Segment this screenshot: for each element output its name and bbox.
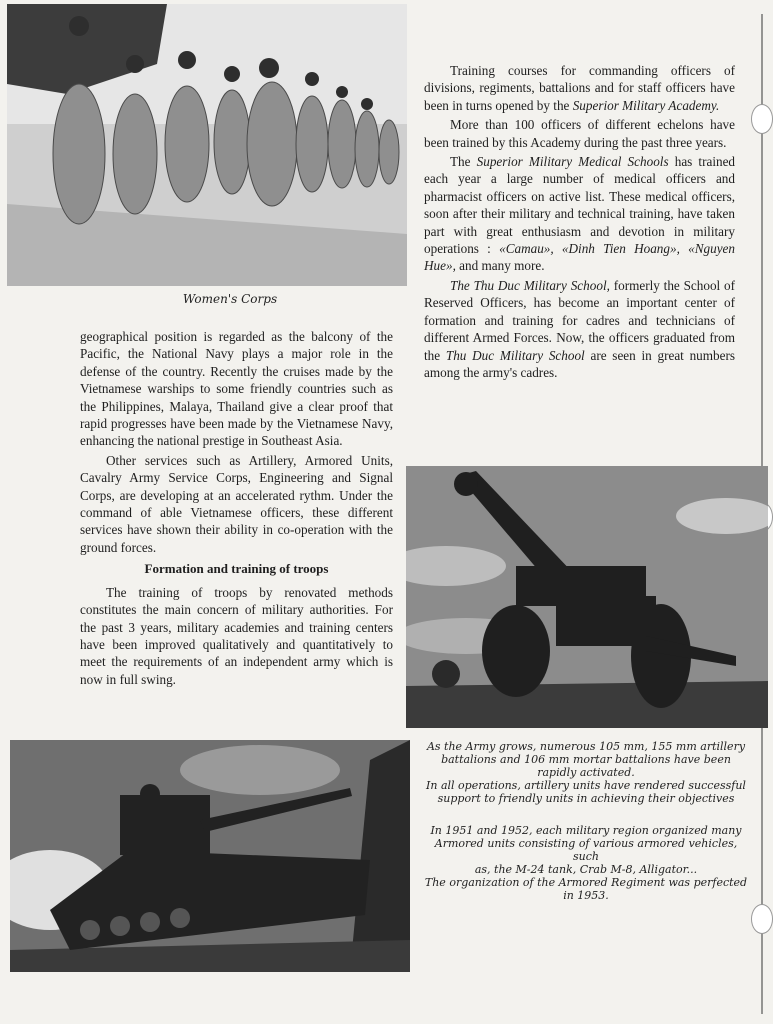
womens-corps-photo (7, 4, 407, 286)
right-column (424, 62, 735, 383)
paragraph: More than 100 officers of different echelons have been trained by this Academy during the past three years. (424, 117, 735, 150)
paragraph: geographical position is regarded as the balcony of the Pacific, the National Navy plays a major role in the defense of the country. Recently the cruises made by the Vietnamese warships to some friendly countries such as the Philippines, Malaya, Thailand give a clear proof that rapid progresses have been made by the Vietnamese Navy, enhancing the national prestige in Southeast Asia. (80, 329, 393, 449)
punch-hole (751, 904, 773, 934)
paragraph: Other services such as Artillery, Armored Units, Cavalry Army Service Corps, Engineering and Signal Corps, are developing at an accelerated rythm. Under the command of able Vietnamese officers, these different services have shown their ability in co-operation with the ground forces. (80, 452, 393, 555)
womens-corps-caption: Women's Corps (182, 292, 278, 306)
paragraph: The Thu Duc Military School, formerly the School of Reserved Officers, has become an important center of formation and training for cadres and technicians of different Armed Forces. Now, the officers graduated from the Thu Duc Military School are seen in great numbers among the army's cadres. (424, 277, 736, 380)
punch-hole (751, 104, 773, 134)
artillery-photo (406, 466, 768, 728)
left-column (80, 328, 393, 690)
tank-caption: In 1951 and 1952, each military region organized many Armored units consisting of various armored vehicles, such as, the M-24 tank, Crab M-8, Alligator... The organization of the Armored Regiment was perfected in 1953. (424, 824, 748, 902)
section-heading: Formation and training of troops (144, 561, 329, 577)
paragraph: Training courses for commanding officers of divisions, regiments, battalions and for staff officers have been in turns opened by the Superior Military Academy. (424, 63, 735, 113)
tank-photo (10, 740, 410, 972)
paragraph: The Superior Military Medical Schools has trained each year a large number of medical officers and pharmacist officers on active list. These medical officers, soon after their military and technical training, have taken part with great enthusiasm and devotion in military operations : «Camau», «Dinh Tien Hoang», «Nguyen Hue», and many more. (424, 154, 736, 274)
paragraph: The training of troops by renovated methods constitutes the main concern of military authorities. For the past 3 years, military academies and training centers have been improved qualitatively and quantitatively to meet the requirements of an independent army which is now in full swing. (80, 584, 393, 687)
artillery-caption: As the Army grows, numerous 105 mm, 155 mm artillery battalions and 106 mm mortar battalions have been rapidly activated. In all operations, artillery units have rendered successful support to friendly units in achieving their objectives (426, 740, 746, 805)
